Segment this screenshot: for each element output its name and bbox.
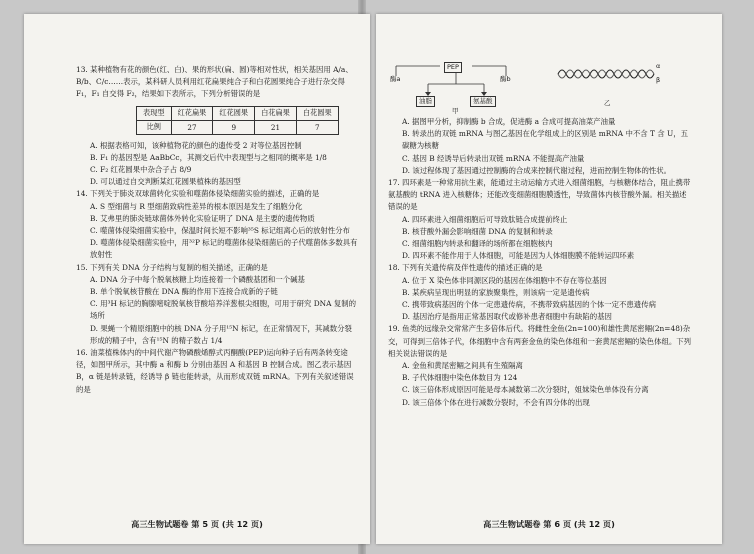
q13-phenotype-table xyxy=(136,106,339,135)
q15-stem: 15. 下列有关 DNA 分子结构与复制的相关描述，正确的是 xyxy=(76,262,268,272)
q14-option-d: D. 噬菌体侵染细菌实验中，用³²P 标记的噬菌体侵染细菌后的子代噬菌体多数具有放射性 xyxy=(90,238,358,260)
q18-option-b: B. 某疾病呈现出明显的家族聚集性，则该病一定是遗传病 xyxy=(402,287,590,297)
exam-page-6 xyxy=(376,14,722,544)
table-row xyxy=(137,120,339,134)
q16-option-a: A. 据图甲分析，抑制酶 b 合成，促进酶 a 合成可提高油菜产油量 xyxy=(402,117,616,126)
table-row xyxy=(137,106,339,120)
q15-option-c: C. 用³H 标记的胸腺嘧啶脱氧核苷酸培养洋葱根尖细胞，可用于研究 DNA 复制的场所 xyxy=(90,299,356,321)
q18-option-a: A. 位于 X 染色体非同源区段的基因在体细胞中不存在等位基因 xyxy=(402,275,607,285)
enzyme-a-label: 酶a xyxy=(390,75,401,83)
q19-option-d: D. 该三倍体个体在进行减数分裂时，不会有四分体的出现 xyxy=(402,397,590,407)
strand-alpha-label: α xyxy=(656,62,661,70)
table-cell: 9 xyxy=(213,120,255,134)
q15-option-d: D. 果蝇一个精原细胞中的核 DNA 分子用¹⁵N 标记，在正常情况下，其减数分裂形成的精子中，含有¹⁵N 的精子数占 1/4 xyxy=(90,323,352,345)
q18-option-d: D. 基因治疗是指用正常基因取代或修补患者细胞中有缺陷的基因 xyxy=(402,312,612,322)
q13-option-b: B. F₁ 的基因型是 AaBbCc，其测交后代中表现型与之相同的概率是 1/8 xyxy=(90,152,327,162)
q18-option-c: C. 携带致病基因的个体一定患遗传病，不携带致病基因的个体一定不患遗传病 xyxy=(402,300,656,310)
pep-box: PEP xyxy=(444,62,462,73)
q16-option-d: D. 该过程体现了基因通过控制酶的合成来控制代谢过程，进而控制生物体的性状。 xyxy=(402,165,672,175)
oil-box: 油脂 xyxy=(416,96,435,107)
q17-option-b: B. 核苷酸外漏会影响细菌 DNA 的复制和转录 xyxy=(402,226,553,236)
q13-option-c: C. F₂ 红花圆果中杂合子占 8/9 xyxy=(90,165,192,175)
q17-stem: 17. 四环素是一种常用抗生素，能通过主动运输方式进入细菌细胞，与核糖体结合，阻止携带氨基酸的 tRNA 进入核糖体；还能改变细菌细胞膜透性，导致菌体内核苷酸外漏。相关描述错误的是 xyxy=(388,178,691,212)
table-header-cell: 白花扁果 xyxy=(255,106,297,120)
q14-option-a: A. S 型细菌与 R 型细菌致病性差异的根本原因是发生了细胞分化 xyxy=(90,201,303,211)
page-footer: 高三生物试题卷 第 5 页 (共 12 页) xyxy=(131,519,263,529)
amino-acid-box: 氨基酸 xyxy=(470,96,496,107)
exam-page-5 xyxy=(24,14,370,544)
table-header-cell: 红花圆果 xyxy=(213,106,255,120)
q17-option-c: C. 细菌细胞内转录和翻译的场所都在细胞核内 xyxy=(402,239,553,249)
figure-label-yi: 乙 xyxy=(604,99,611,107)
q18-stem: 18. 下列有关遗传病及伴性遗传的描述正确的是 xyxy=(388,263,543,273)
page-footer: 高三生物试题卷 第 6 页 (共 12 页) xyxy=(483,519,615,529)
q19-option-a: A. 金鱼和黄尾密鲴之间具有生殖隔离 xyxy=(402,361,523,371)
q15-option-b: B. 单个脱氧核苷酸在 DNA 酶的作用下连接合成新的子链 xyxy=(90,287,278,297)
table-cell: 21 xyxy=(255,120,297,134)
table-header-cell: 表现型 xyxy=(137,106,172,120)
q14-option-b: B. 艾弗里的肺炎链球菌体外转化实验证明了 DNA 是主要的遗传物质 xyxy=(90,213,315,223)
q17-option-d: D. 四环素不能作用于人体细胞，可能是因为人体细胞膜不能转运四环素 xyxy=(402,251,635,261)
q19-option-c: C. 该三倍体形成原因可能是母本减数第二次分裂时，姐妹染色单体没有分离 xyxy=(402,385,649,395)
q14-stem: 14. 下列关于肺炎双球菌转化实验和噬菌体侵染细菌实验的描述，正确的是 xyxy=(76,189,320,199)
q16-option-b: B. 转录出的双链 mRNA 与图乙基因在化学组成上的区别是 mRNA 中不含 T 含 U，五碳糖为核糖 xyxy=(402,129,689,151)
table-header-cell: 红花扁果 xyxy=(171,106,213,120)
q13-option-a: A. 根据表格可知，该种植物花的颜色的遗传受 2 对等位基因控制 xyxy=(90,140,302,150)
enzyme-b-label: 酶b xyxy=(500,75,511,83)
q13-stem: 13. 某种植物有花的颜色(红、白)、果的形状(扁、圆)等相对性状，相关基因用 A/a、B/b、C/c……表示，某科研人员利用红花扁果纯合子和白花圆果纯合子进行杂交得 F₁，F₁ 自交得 F₂，结果如下表所示，下列分析错误的是 xyxy=(76,65,353,99)
q15-option-a: A. DNA 分子中每个脱氧核糖上均连接着一个磷酸基团和一个碱基 xyxy=(90,274,305,284)
table-cell: 比例 xyxy=(137,120,172,134)
q16-diagram xyxy=(388,62,692,114)
q19-stem: 19. 鱼类的远缘杂交常常产生多倍体后代。将雌性金鱼(2n=100)和雄性黄尾密鲴(2n=48)杂交，可得到三倍体子代，体细胞中含有两套金鱼的染色体组和一套黄尾密鲴的染色体组。下列相关说法错误的是 xyxy=(388,324,692,358)
strand-beta-label: β xyxy=(656,76,661,84)
q16-option-c: C. 基因 B 经诱导后转录出双链 mRNA 不能提高产油量 xyxy=(402,153,585,163)
table-header-cell: 白花圆果 xyxy=(296,106,338,120)
q13-option-d: D. 可以通过自交判断某红花圆果植株的基因型 xyxy=(90,177,241,187)
q16-stem: 16. 油菜植株体内的中间代谢产物磷酸烯醇式丙酮酸(PEP)运向种子后有两条转变途径，如图甲所示，其中酶 a 和酶 b 分别由基因 A 和基因 B 控制合成。图乙表示基因 B，α 链是转录链，经诱导 β 链也能转录，从而形成双链 mRNA。下列有关叙述错误的是 xyxy=(76,348,354,394)
q17-option-a: A. 四环素进入细菌细胞后可导致肽链合成提前终止 xyxy=(402,214,568,224)
q19-option-b: B. 子代体细胞中染色体数目为 124 xyxy=(402,373,518,383)
table-cell: 7 xyxy=(296,120,338,134)
q14-option-c: C. 噬菌体侵染细菌实验中，保温时间长短不影响³⁵S 标记组离心后的放射性分布 xyxy=(90,226,350,236)
table-cell: 27 xyxy=(171,120,213,134)
figure-label-jia: 甲 xyxy=(452,107,459,115)
